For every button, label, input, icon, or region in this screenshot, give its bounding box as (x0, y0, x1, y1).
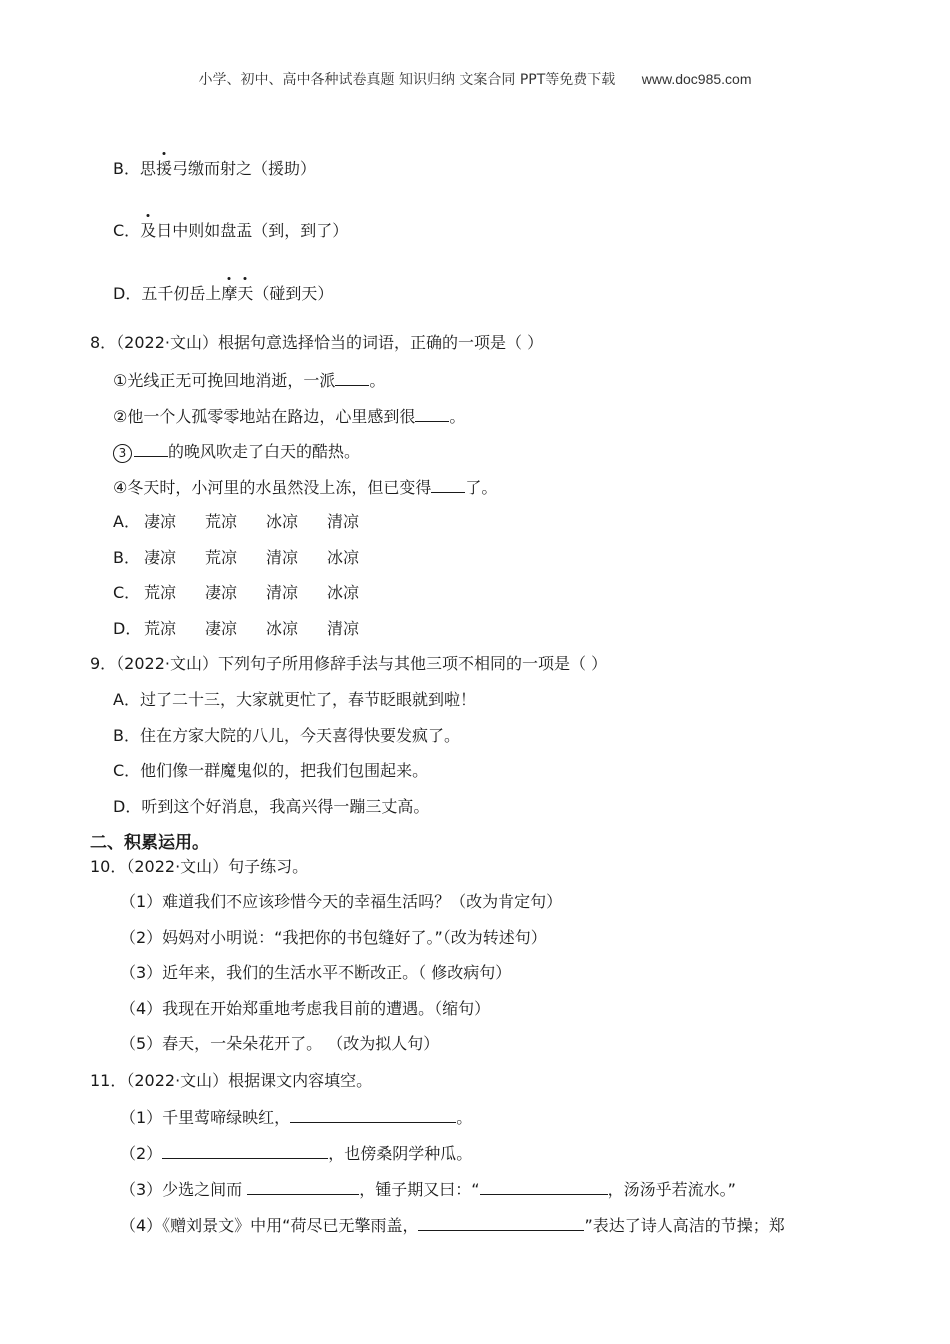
emphasis-dot-char: 及 (140, 221, 157, 240)
section-heading: 二、积累运用。 (90, 833, 209, 853)
answer-blank[interactable] (418, 1214, 584, 1231)
q8-sentence-3: 3 的晚风吹走了白天的酷热。 (113, 440, 360, 463)
emphasis-dot-char: 天 (237, 284, 254, 303)
q10-part-2: （2）妈妈对小明说：“我把你的书包缝好了。”（改为转述句） (120, 928, 547, 947)
q11-part-4: （4）《赠刘景文》中用“荷尽已无擎雨盖， ”表达了诗人高洁的节操；郑 (120, 1216, 785, 1235)
q8-sentence-2: ②他一个人孤零零地站在路边，心里感到很 。 (113, 407, 466, 426)
answer-blank[interactable] (247, 1178, 359, 1195)
answer-blank[interactable] (431, 476, 465, 493)
q10-part-4: （4）我现在开始郑重地考虑我目前的遭遇。（缩句） (120, 999, 491, 1018)
answer-blank[interactable] (290, 1106, 456, 1123)
circled-number: 3 (113, 444, 132, 463)
q10-part-5: （5）春天，一朵朵花开了。 （改为拟人句） (120, 1034, 440, 1053)
q11-stem: 11．（2022·文山）根据课文内容填空。 (90, 1071, 373, 1090)
header-text: 小学、初中、高中各种试卷真题 知识归纳 文案合同 PPT等免费下载 (198, 72, 616, 88)
q8-option-a[interactable]: A． 凄凉 荒凉 冰凉 清凉 (113, 512, 360, 531)
q7-option-b: B．思援弓缴而射之（援助） (113, 159, 317, 178)
answer-blank[interactable] (415, 405, 449, 422)
answer-blank[interactable] (480, 1178, 608, 1195)
q10-stem: 10．（2022·文山）句子练习。 (90, 857, 309, 876)
q10-part-1: （1）难道我们不应该珍惜今天的幸福生活吗？（改为肯定句） (120, 892, 563, 911)
q9-option-a[interactable]: A．过了二十三，大家就更忙了，春节眨眼就到啦！ (113, 690, 476, 709)
q8-sentence-4: ④冬天时，小河里的水虽然没上冻，但已变得 了。 (113, 478, 498, 497)
emphasis-dot-char: 摩 (221, 284, 238, 303)
q9-option-d[interactable]: D．听到这个好消息，我高兴得一蹦三丈高。 (113, 797, 430, 816)
header-url[interactable]: www.doc985.com (641, 71, 752, 87)
q7-option-c: C．及日中则如盘盂（到，到了） (113, 221, 349, 240)
q8-option-c[interactable]: C． 荒凉 凄凉 清凉 冰凉 (113, 583, 360, 602)
q11-part-3: （3）少选之间而 ，锺子期又曰：“ ，汤汤乎若流水。” (120, 1180, 736, 1199)
answer-blank[interactable] (335, 369, 369, 386)
emphasis-dot-char: 援 (155, 159, 172, 178)
answer-blank[interactable] (134, 440, 168, 457)
q8-stem: 8．（2022·文山）根据句意选择恰当的词语，正确的一项是（ ） (90, 333, 544, 352)
q7-option-d: D．五千仞岳上摩天（碰到天） (113, 284, 334, 303)
answer-blank[interactable] (162, 1142, 328, 1159)
q11-part-2: （2） ，也傍桑阴学种瓜。 (120, 1144, 473, 1163)
q9-option-b[interactable]: B．住在方家大院的八儿，今天喜得快要发疯了。 (113, 726, 460, 745)
q9-option-c[interactable]: C．他们像一群魔鬼似的，把我们包围起来。 (113, 761, 429, 780)
q9-stem: 9．（2022·文山）下列句子所用修辞手法与其他三项不相同的一项是（ ） (90, 654, 608, 673)
q8-sentence-1: ①光线正无可挽回地消逝，一派 。 (113, 371, 386, 390)
q8-option-b[interactable]: B． 凄凉 荒凉 清凉 冰凉 (113, 548, 360, 567)
page-header (0, 68, 950, 91)
q11-part-1: （1）千里莺啼绿映红， 。 (120, 1108, 473, 1127)
q8-option-d[interactable]: D． 荒凉 凄凉 冰凉 清凉 (113, 619, 360, 638)
q10-part-3: （3）近年来，我们的生活水平不断改正。（ 修改病句） (120, 963, 512, 982)
